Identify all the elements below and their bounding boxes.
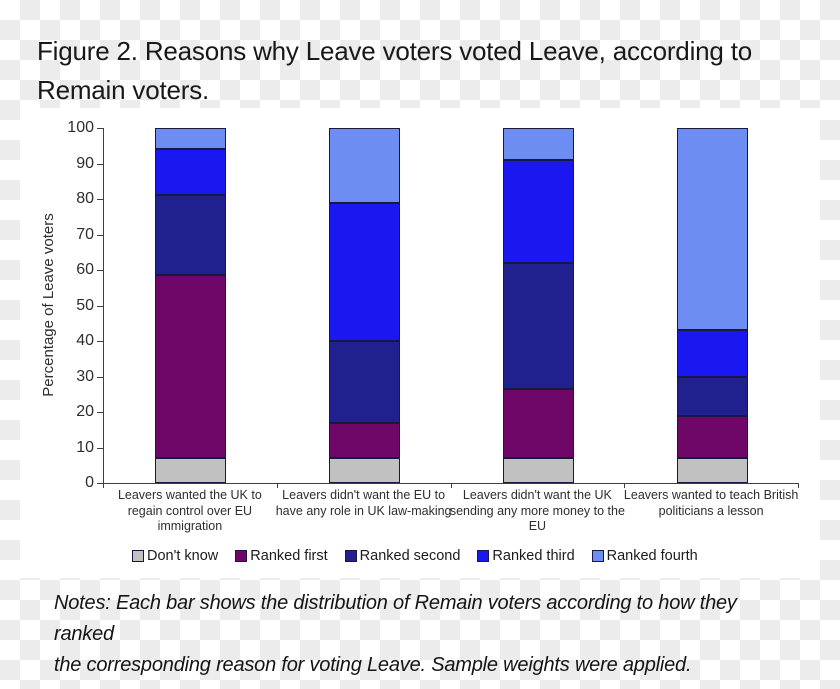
bar-segment-ranked-first bbox=[329, 423, 400, 459]
legend-item bbox=[235, 548, 327, 564]
y-tick-mark bbox=[97, 164, 103, 165]
category-label-line: Leavers wanted to teach British bbox=[623, 488, 799, 502]
bar-segment-ranked-fourth bbox=[503, 128, 574, 160]
bar-segment-ranked-second bbox=[155, 195, 226, 275]
bar-slot bbox=[625, 128, 799, 483]
category-label-line: regain control over EU bbox=[127, 503, 253, 518]
stacked-bar bbox=[677, 128, 748, 483]
figure-notes bbox=[54, 588, 794, 681]
y-tick-mark bbox=[97, 128, 103, 129]
bar-segment-don-t-know bbox=[677, 458, 748, 483]
y-tick-label: 30 bbox=[76, 367, 94, 385]
y-tick-mark bbox=[97, 270, 103, 271]
legend-item bbox=[132, 548, 218, 564]
category-cell bbox=[103, 488, 277, 535]
bar-segment-don-t-know bbox=[329, 458, 400, 483]
legend-label: Ranked second bbox=[359, 548, 461, 564]
y-tick-label: 70 bbox=[76, 225, 94, 243]
y-tick-label: 20 bbox=[76, 403, 94, 420]
category-label-line: Leavers didn't want the EU to bbox=[282, 488, 446, 502]
y-tick-mark bbox=[97, 235, 103, 236]
legend-swatch-icon bbox=[477, 550, 489, 562]
category-cell bbox=[277, 488, 451, 535]
y-tick-label: 40 bbox=[76, 332, 94, 349]
legend-label: Ranked third bbox=[492, 548, 575, 564]
category-label bbox=[441, 488, 633, 535]
bar-segment-ranked-third bbox=[155, 149, 226, 195]
legend-swatch-icon bbox=[132, 550, 144, 562]
bar-segment-ranked-third bbox=[677, 330, 748, 376]
category-label-line: have any role in UK law-making bbox=[275, 503, 452, 518]
category-label-line: politicians a lesson bbox=[658, 503, 764, 518]
y-tick-mark bbox=[97, 199, 103, 200]
bar-plot-area bbox=[104, 128, 799, 483]
category-label bbox=[94, 488, 286, 535]
category-cell bbox=[624, 488, 798, 535]
legend bbox=[132, 548, 698, 564]
bar-segment-don-t-know bbox=[503, 458, 574, 483]
bar-segment-ranked-second bbox=[503, 263, 574, 389]
figure-title-line2: Remain voters. bbox=[37, 75, 210, 105]
category-label-line: sending any more money to the bbox=[449, 503, 625, 518]
bar-segment-ranked-fourth bbox=[329, 128, 400, 203]
y-tick-mark bbox=[97, 341, 103, 342]
bar-segment-ranked-third bbox=[503, 160, 574, 263]
bar-segment-don-t-know bbox=[155, 458, 226, 483]
bar-segment-ranked-second bbox=[329, 341, 400, 423]
legend-swatch-icon bbox=[592, 550, 604, 562]
stacked-bar bbox=[329, 128, 400, 483]
y-tick-mark bbox=[97, 412, 103, 413]
figure-title bbox=[37, 32, 777, 110]
legend-item bbox=[345, 548, 461, 564]
legend-label: Ranked fourth bbox=[606, 548, 698, 564]
bar-segment-ranked-fourth bbox=[155, 128, 226, 149]
y-tick-label: 0 bbox=[85, 474, 94, 491]
y-tick-mark bbox=[97, 377, 103, 378]
y-tick-mark bbox=[97, 306, 103, 307]
y-tick-mark bbox=[97, 448, 103, 449]
category-labels bbox=[103, 488, 798, 535]
y-tick-label: 80 bbox=[76, 190, 94, 207]
bar-segment-ranked-third bbox=[329, 203, 400, 341]
category-label-line: EU bbox=[528, 519, 547, 533]
bar-slot bbox=[104, 128, 278, 483]
legend-label: Don't know bbox=[147, 548, 219, 564]
notes-line2: the corresponding reason for voting Leave. Sample weights were applied. bbox=[54, 654, 692, 676]
category-label bbox=[268, 488, 460, 535]
notes-line1: Notes: Each bar shows the distribution of Remain voters according to how they ranked bbox=[54, 592, 737, 645]
category-label-line: immigration bbox=[157, 519, 223, 533]
category-cell bbox=[451, 488, 625, 535]
bar-segment-ranked-first bbox=[503, 389, 574, 458]
bar-segment-ranked-fourth bbox=[677, 128, 748, 330]
legend-label: Ranked first bbox=[250, 548, 328, 564]
y-tick-label: 10 bbox=[76, 438, 94, 456]
bar-segment-ranked-first bbox=[677, 416, 748, 459]
stacked-bar bbox=[155, 128, 226, 483]
legend-swatch-icon bbox=[345, 550, 357, 562]
bar-segment-ranked-first bbox=[155, 275, 226, 458]
bar-slot bbox=[278, 128, 452, 483]
legend-item bbox=[477, 548, 574, 564]
y-axis-title: Percentage of Leave voters bbox=[40, 213, 57, 397]
bar-slot bbox=[452, 128, 626, 483]
legend-item bbox=[592, 548, 698, 564]
y-tick-label: 60 bbox=[76, 261, 94, 278]
category-label-line: Leavers wanted the UK to bbox=[117, 488, 262, 502]
category-label bbox=[615, 488, 807, 535]
category-label-line: Leavers didn't want the UK bbox=[462, 488, 612, 502]
legend-swatch-icon bbox=[235, 550, 247, 562]
y-tick-label: 100 bbox=[67, 119, 94, 136]
y-tick-label: 90 bbox=[76, 154, 94, 172]
y-tick-label: 50 bbox=[76, 296, 94, 314]
chart-panel bbox=[20, 108, 820, 578]
bar-segment-ranked-second bbox=[677, 377, 748, 416]
stacked-bar bbox=[503, 128, 574, 483]
figure-title-line1: Figure 2. Reasons why Leave voters voted Leave, according to bbox=[37, 36, 752, 66]
